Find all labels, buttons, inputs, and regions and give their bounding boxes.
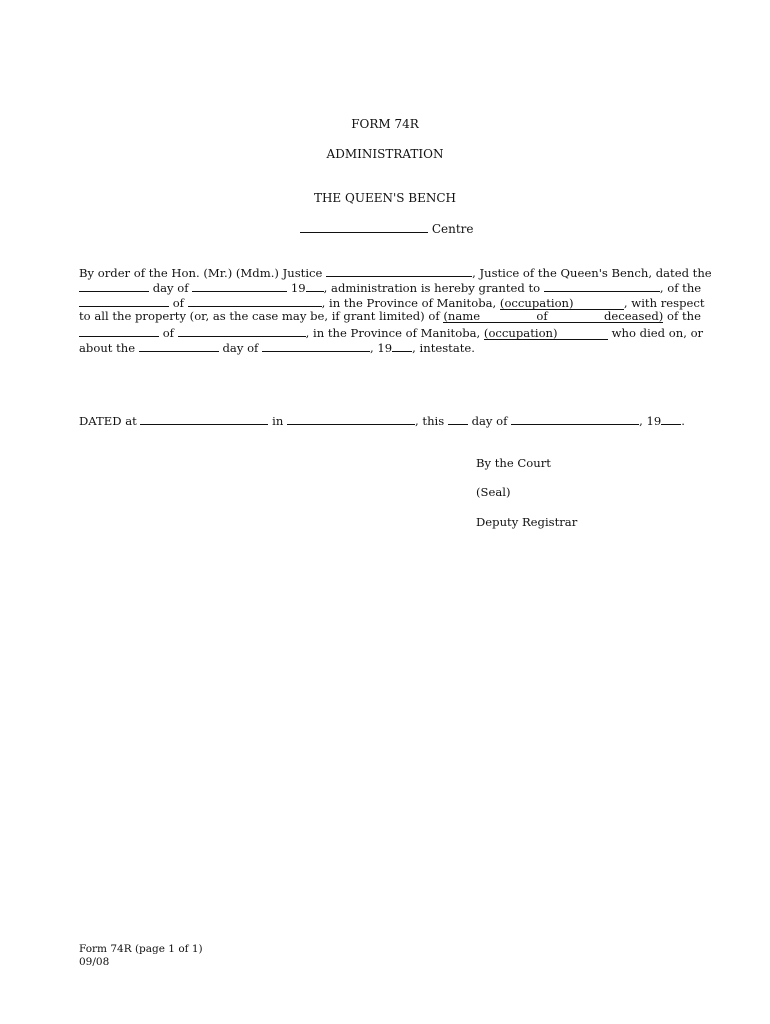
court-name: THE QUEEN'S BENCH: [313, 191, 457, 205]
body-text: , Justice of the Queen's Bench, dated the: [472, 266, 712, 280]
centre-line: [300, 220, 474, 236]
order-day-blank[interactable]: [79, 279, 149, 292]
body-text: .: [681, 414, 685, 428]
footer-page-info: Form 74R (page 1 of 1): [79, 943, 203, 955]
deputy-registrar: Deputy Registrar: [476, 515, 578, 529]
deceased-address-blank[interactable]: [79, 324, 159, 337]
deceased-occupation-field[interactable]: (occupation): [484, 327, 608, 340]
dated-province-blank[interactable]: [287, 412, 415, 425]
deceased-name-field[interactable]: (name of deceased): [443, 309, 664, 323]
body-text: day of: [471, 414, 508, 428]
form-number: FORM 74R: [351, 117, 419, 131]
body-text: to all the property (or, as the case may be, if grant limited) of: [79, 309, 440, 323]
body-text: of: [172, 296, 184, 310]
justice-name-blank[interactable]: [326, 264, 472, 277]
body-text: By order of the Hon. (Mr.) (Mdm.) Justice: [79, 266, 323, 280]
body-text: 19: [290, 281, 306, 295]
body-text: , intestate.: [412, 341, 475, 355]
form-title: ADMINISTRATION: [326, 147, 444, 161]
body-text: , this: [415, 414, 445, 428]
centre-label: Centre: [431, 222, 474, 236]
death-year-blank[interactable]: [392, 339, 412, 352]
footer-revision: 09/08: [79, 956, 110, 968]
dated-place-blank[interactable]: [140, 412, 268, 425]
body-text: of the: [667, 309, 701, 323]
body-text: , administration is hereby granted to: [323, 281, 541, 295]
body-text: , 19: [639, 414, 662, 428]
body-text: , in the Province of Manitoba,: [305, 326, 481, 340]
order-month-blank[interactable]: [192, 279, 287, 292]
deceased-place-blank[interactable]: [178, 324, 306, 337]
grantee-address-blank[interactable]: [79, 294, 169, 307]
grantee-place-blank[interactable]: [188, 294, 322, 307]
body-text: of: [162, 326, 174, 340]
body-text: about the: [79, 341, 136, 355]
body-line-4: [79, 309, 701, 324]
death-month-blank[interactable]: [262, 339, 370, 352]
centre-blank[interactable]: [300, 220, 428, 233]
death-day-blank[interactable]: [139, 339, 219, 352]
body-text: day of: [222, 341, 259, 355]
body-text: in: [272, 414, 284, 428]
body-text: , of the: [659, 281, 702, 295]
grantee-occupation-field[interactable]: (occupation): [500, 297, 624, 310]
order-year-blank[interactable]: [306, 279, 324, 292]
seal-label: (Seal): [476, 485, 511, 499]
dated-line: [79, 412, 685, 429]
body-text: , 19: [370, 341, 393, 355]
dated-day-blank[interactable]: [448, 412, 468, 425]
grantee-name-blank[interactable]: [544, 279, 660, 292]
body-text: day of: [152, 281, 189, 295]
body-text: , with respect: [623, 296, 705, 310]
body-text: DATED at: [79, 414, 137, 428]
dated-month-blank[interactable]: [511, 412, 639, 425]
body-line-6: [79, 339, 475, 356]
dated-year-blank[interactable]: [661, 412, 681, 425]
body-text: who died on, or: [611, 326, 704, 340]
body-text: , in the Province of Manitoba,: [321, 296, 497, 310]
by-the-court: By the Court: [476, 456, 551, 470]
